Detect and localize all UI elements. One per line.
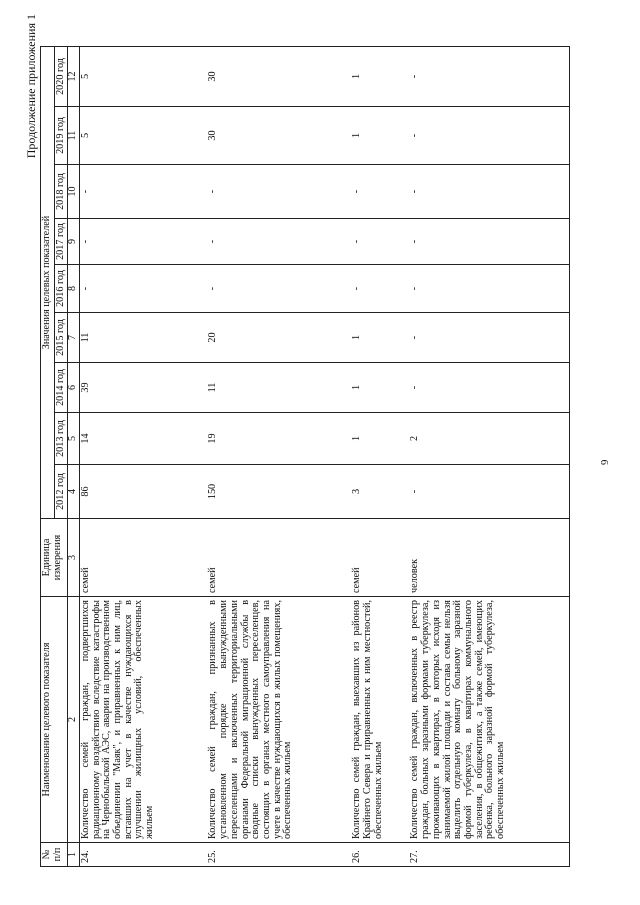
header-row-1 xyxy=(41,46,55,866)
col-index: 4 xyxy=(68,465,80,519)
table-row xyxy=(207,46,351,866)
header-index-row xyxy=(68,46,80,866)
row-value: 30 xyxy=(207,46,351,106)
row-value: - xyxy=(409,265,569,313)
row-value: 20 xyxy=(207,313,351,363)
table-row xyxy=(409,46,569,866)
row-value: - xyxy=(409,219,569,265)
header-year: 2014 год xyxy=(54,363,68,413)
row-no: 27. xyxy=(409,843,569,867)
header-group: Значения целевых показателей xyxy=(41,46,55,518)
col-index: 11 xyxy=(68,107,80,165)
table-row xyxy=(79,46,207,866)
row-value: 1 xyxy=(351,107,409,165)
row-value: 1 xyxy=(351,363,409,413)
header-year: 2012 год xyxy=(54,465,68,519)
table-row xyxy=(351,46,409,866)
row-value: - xyxy=(351,265,409,313)
row-no: 25. xyxy=(207,843,351,867)
col-index: 2 xyxy=(68,597,80,843)
row-name: Количество семей граждан, выехавших из районов Крайнего Севера и приравненных к ним местностей, обеспеченных жильем xyxy=(351,597,409,843)
header-name: Наименование целевого показателя xyxy=(41,597,68,843)
indicator-table xyxy=(40,46,570,867)
row-unit: человек xyxy=(409,519,569,597)
row-value: - xyxy=(409,46,569,106)
row-value: 1 xyxy=(351,413,409,465)
row-value: 5 xyxy=(79,107,207,165)
header-unit: Единица измерения xyxy=(41,519,68,597)
row-unit: семей xyxy=(79,519,207,597)
row-value: 1 xyxy=(351,313,409,363)
col-index: 5 xyxy=(68,413,80,465)
col-index: 1 xyxy=(68,843,80,867)
header-no: № п/п xyxy=(41,843,68,867)
row-value: - xyxy=(207,265,351,313)
row-value: 150 xyxy=(207,465,351,519)
row-no: 26. xyxy=(351,843,409,867)
row-value: 11 xyxy=(207,363,351,413)
row-no: 24. xyxy=(79,843,207,867)
row-value: - xyxy=(207,219,351,265)
row-value: 19 xyxy=(207,413,351,465)
row-value: 2 xyxy=(409,413,569,465)
header-year: 2018 год xyxy=(54,165,68,219)
row-value: 3 xyxy=(351,465,409,519)
row-value: 1 xyxy=(351,46,409,106)
row-name: Количество семей граждан, подвергшихся радиационному воздействию вследствие катастрофы на Чернобыльской АЭС, аварии на производственном объединении "Маяк", и приравненных к ним лиц, вставших на учет в качестве нуждающихся в улучшении жилищных условий, обеспеченных жильем xyxy=(79,597,207,843)
row-value: 86 xyxy=(79,465,207,519)
header-year: 2015 год xyxy=(54,313,68,363)
row-value: - xyxy=(409,165,569,219)
row-name: Количество семей граждан, включенных в реестр граждан, больных заразными формами туберкулеза, проживающих в квартирах, в которых исходя из занимаемой жилой площади и состава семьи нельзя выделить отдельную комнату больному заразной формой туберкулеза, в квартирах коммунального заселения, в общежитиях, а также семей, имеющих ребенка, больного заразной формой туберкулеза, обеспеченных жильем xyxy=(409,597,569,843)
row-value: - xyxy=(409,313,569,363)
row-value: 11 xyxy=(79,313,207,363)
row-value: - xyxy=(409,465,569,519)
header-year: 2019 год xyxy=(54,107,68,165)
row-value: - xyxy=(207,165,351,219)
continuation-label: Продолжение приложения 1 xyxy=(24,14,38,159)
row-name: Количество семей граждан, признанных в установленном порядке вынужденными переселенцами и включенных территориальными органами Федеральной миграционной службы в сводные списки вынужденных переселенцев, состоящих в органах местного самоуправления на учете в качестве нуждающихся в жилых помещениях, обеспеченных жильем xyxy=(207,597,351,843)
row-value: - xyxy=(409,107,569,165)
col-index: 7 xyxy=(68,313,80,363)
row-value: 14 xyxy=(79,413,207,465)
row-unit: семей xyxy=(207,519,351,597)
col-index: 12 xyxy=(68,46,80,106)
col-index: 10 xyxy=(68,165,80,219)
row-value: - xyxy=(79,265,207,313)
col-index: 3 xyxy=(68,519,80,597)
header-year: 2013 год xyxy=(54,413,68,465)
row-value: - xyxy=(79,219,207,265)
row-value: 39 xyxy=(79,363,207,413)
row-value: 30 xyxy=(207,107,351,165)
header-year: 2017 год xyxy=(54,219,68,265)
row-value: - xyxy=(409,363,569,413)
header-year: 2020 год xyxy=(54,46,68,106)
col-index: 6 xyxy=(68,363,80,413)
header-year: 2016 год xyxy=(54,265,68,313)
row-value: - xyxy=(351,165,409,219)
col-index: 9 xyxy=(68,219,80,265)
col-index: 8 xyxy=(68,265,80,313)
row-value: - xyxy=(351,219,409,265)
page-number: 6 xyxy=(598,459,610,465)
row-value: 5 xyxy=(79,46,207,106)
row-unit: семей xyxy=(351,519,409,597)
row-value: - xyxy=(79,165,207,219)
